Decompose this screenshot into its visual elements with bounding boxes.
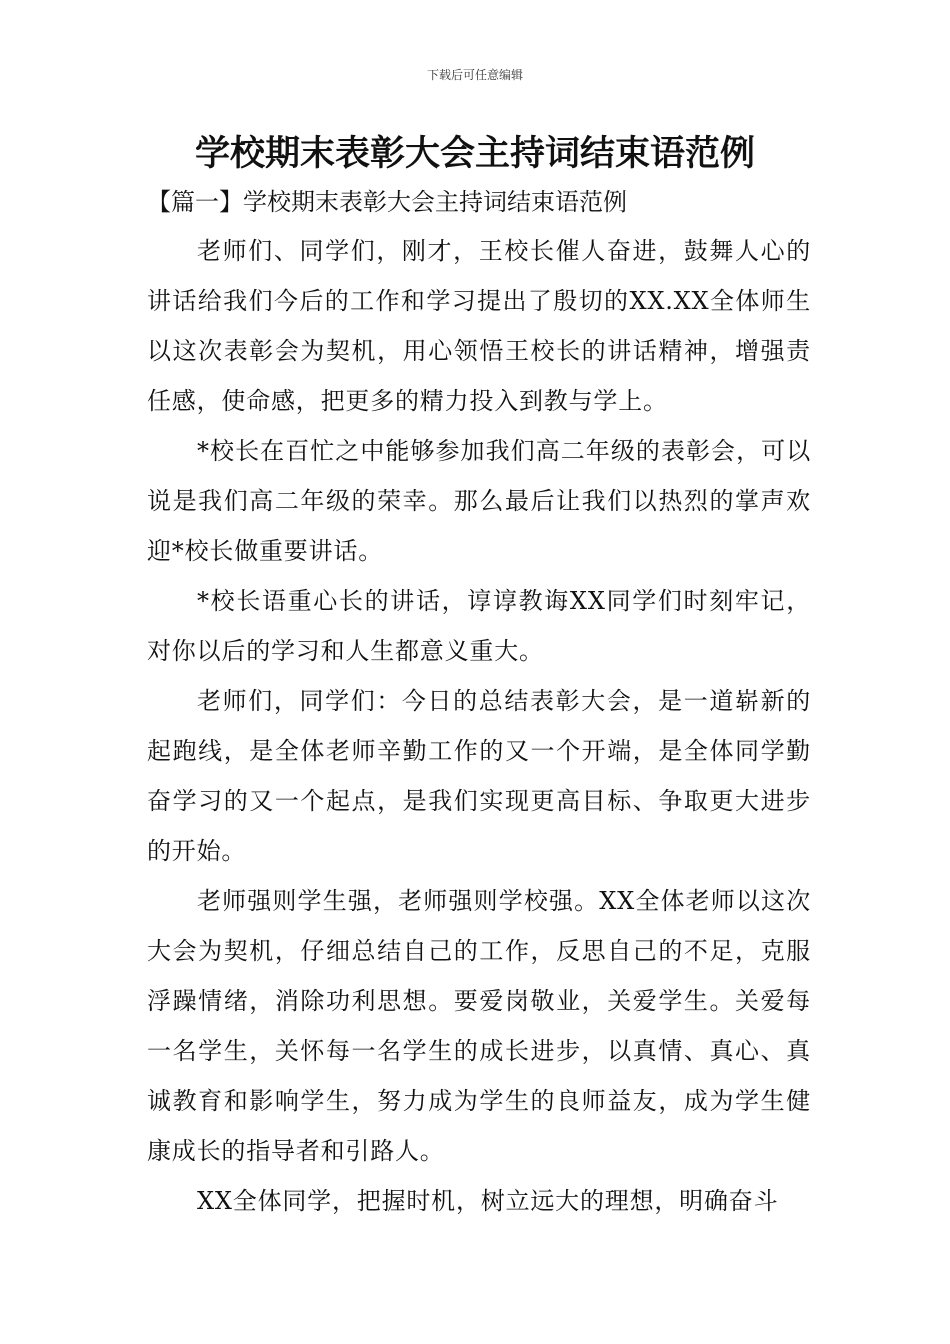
body-text bbox=[147, 226, 811, 1226]
paragraph: 老师们、同学们，刚才，王校长催人奋进，鼓舞人心的讲话给我们今后的工作和学习提出了殷切的XX.XX全体师生以这次表彰会为契机，用心领悟王校长的讲话精神，增强责任感，使命感，把更多的精力投入到教与学上。 bbox=[147, 237, 811, 415]
header-note: 下载后可任意编辑 bbox=[426, 68, 523, 82]
paragraph: 老师们，同学们：今日的总结表彰大会，是一道崭新的起跑线，是全体老师辛勤工作的又一个开端，是全体同学勤奋学习的又一个起点，是我们实现更高目标、争取更大进步的开始。 bbox=[147, 687, 811, 865]
paragraph: XX全体同学，把握时机，树立远大的理想，明确奋斗 bbox=[197, 1187, 779, 1215]
paragraph: *校长语重心长的讲话，谆谆教诲XX同学们时刻牢记，对你以后的学习和人生都意义重大。 bbox=[147, 587, 811, 665]
document-title: 学校期末表彰大会主持词结束语范例 bbox=[194, 134, 755, 174]
paragraph: 老师强则学生强，老师强则学校强。XX全体老师以这次大会为契机，仔细总结自己的工作，反思自己的不足，克服浮躁情绪，消除功利思想。要爱岗敬业，关爱学生。关爱每一名学生，关怀每一名学生的成长进步，以真情、真心、真诚教育和影响学生，努力成为学生的良师益友，成为学生健康成长的指导者和引路人。 bbox=[147, 887, 811, 1165]
section-heading: 【篇一】学校期末表彰大会主持词结束语范例 bbox=[147, 188, 627, 216]
paragraph: *校长在百忙之中能够参加我们高二年级的表彰会，可以说是我们高二年级的荣幸。那么最后让我们以热烈的掌声欢迎*校长做重要讲话。 bbox=[147, 437, 811, 565]
